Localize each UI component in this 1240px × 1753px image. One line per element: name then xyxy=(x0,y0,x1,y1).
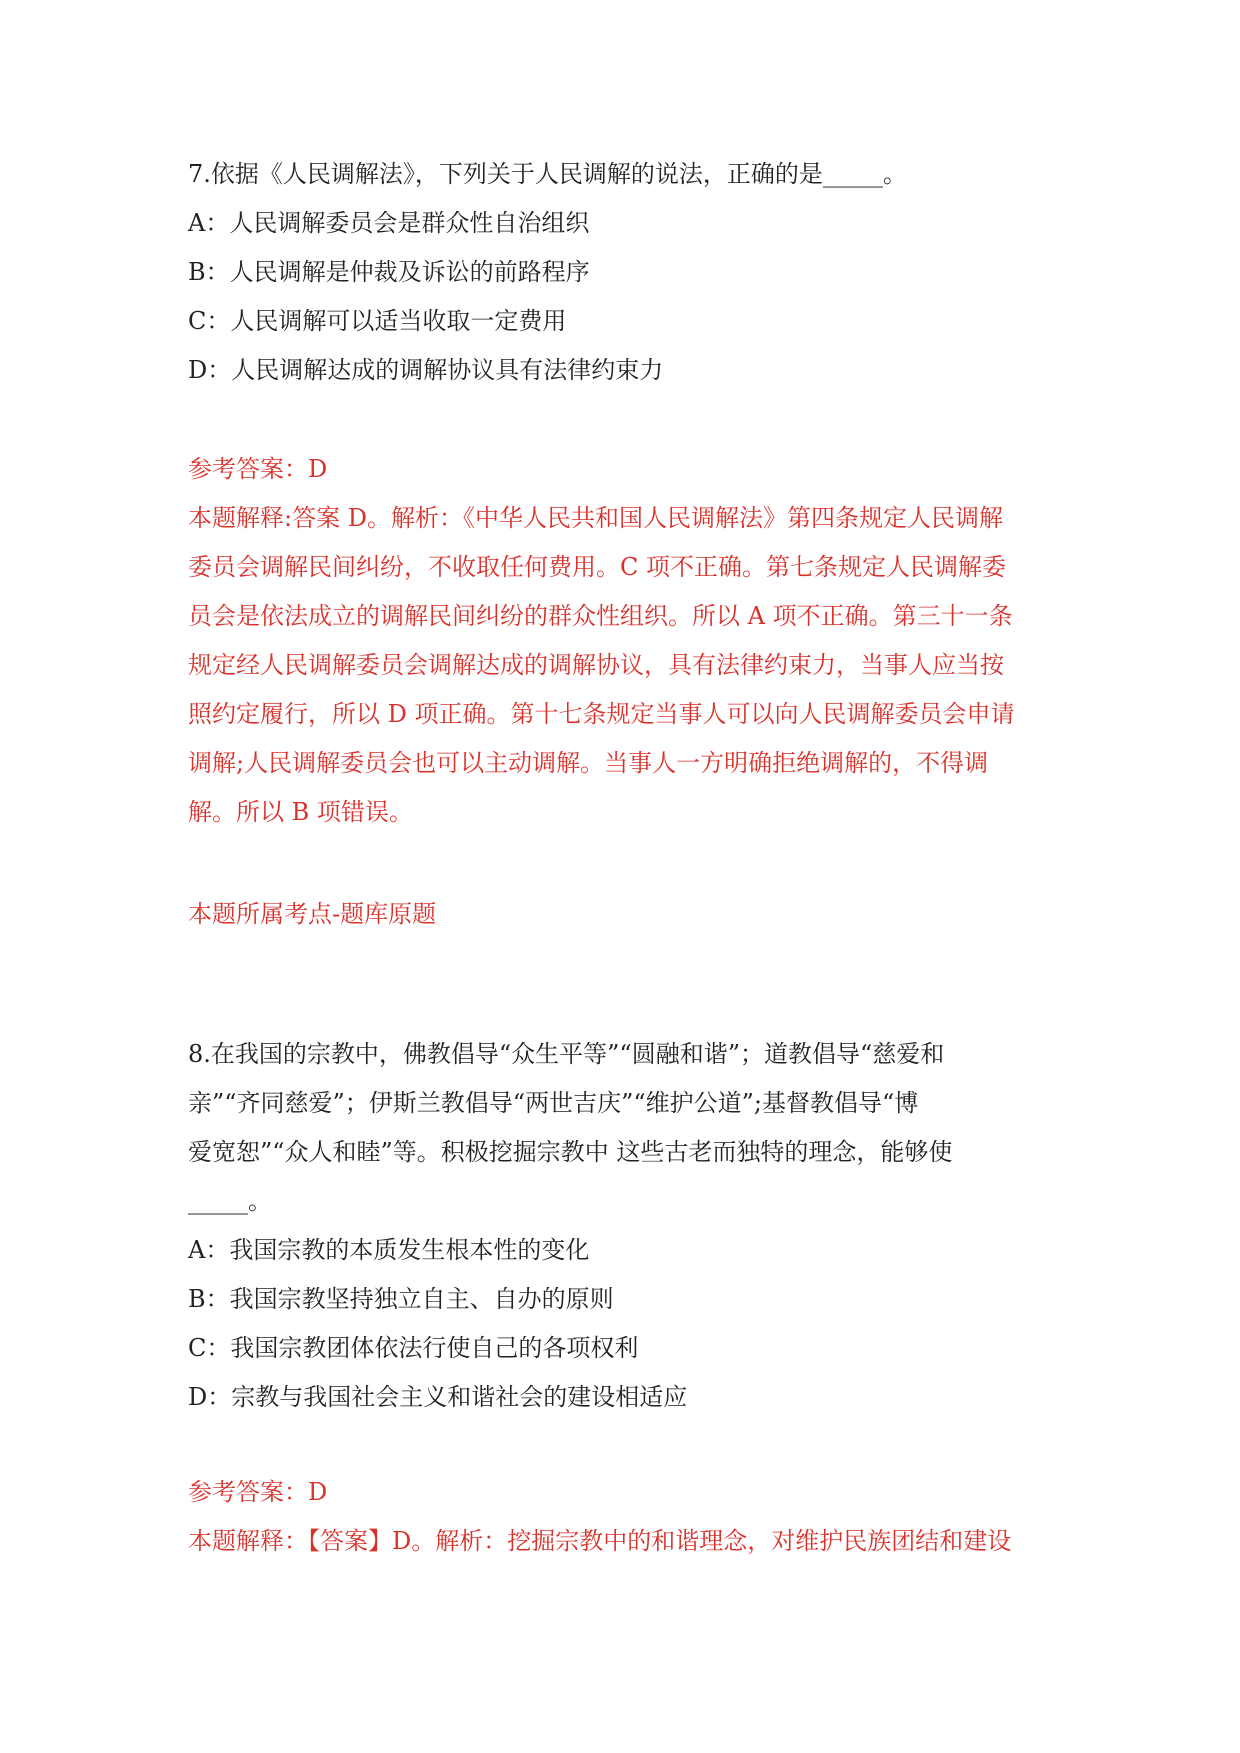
question-8-option-b: B：我国宗教坚持独立自主、自办的原则 xyxy=(188,1285,614,1313)
question-7-option-c: C：人民调解可以适当收取一定费用 xyxy=(188,307,567,335)
question-8-option-c: C：我国宗教团体依法行使自己的各项权利 xyxy=(188,1334,639,1362)
question-8-answer-section xyxy=(188,1468,1068,1566)
question-7-explanation-line: 调解;人民调解委员会也可以主动调解。当事人一方明确拒绝调解的，不得调 xyxy=(188,749,989,777)
question-7 xyxy=(188,150,1068,395)
question-8-option-d: D：宗教与我国社会主义和谐社会的建设相适应 xyxy=(188,1383,688,1411)
question-8-stem-line: 亲”“齐同慈爱”；伊斯兰教倡导“两世吉庆”“维护公道”;基督教倡导“博 xyxy=(188,1089,919,1117)
question-8-answer: 参考答案：D xyxy=(188,1478,328,1506)
question-8-stem-line: 爱宽恕”“众人和睦”等。积极挖掘宗教中 这些古老而独特的理念，能够使 xyxy=(188,1138,953,1166)
question-7-explanation-line: 本题解释:答案 D。解析：《中华人民共和国人民调解法》第四条规定人民调解 xyxy=(188,504,1003,532)
question-7-explanation-line: 委员会调解民间纠纷，不收取任何费用。C 项不正确。第七条规定人民调解委 xyxy=(188,553,1006,581)
question-7-option-b: B：人民调解是仲裁及诉讼的前路程序 xyxy=(188,258,590,286)
question-8-explanation-line: 本题解释：【答案】D。解析：挖掘宗教中的和谐理念，对维护民族团结和建设 xyxy=(188,1527,1012,1555)
question-8-stem-line: _____。 xyxy=(188,1187,272,1215)
question-7-explanation-line: 员会是依法成立的调解民间纠纷的群众性组织。所以 A 项不正确。第三十一条 xyxy=(188,602,1013,630)
question-7-explanation-line: 规定经人民调解委员会调解达成的调解协议，具有法律约束力，当事人应当按 xyxy=(188,651,1004,679)
question-7-stem: 7.依据《人民调解法》，下列关于人民调解的说法，正确的是_____。 xyxy=(188,160,907,188)
question-7-answer-section xyxy=(188,445,1068,837)
question-8-stem-line: 8.在我国的宗教中，佛教倡导“众生平等”“圆融和谐”；道教倡导“慈爱和 xyxy=(188,1040,945,1068)
question-7-option-a: A：人民调解委员会是群众性自治组织 xyxy=(188,209,590,237)
question-7-explanation-line: 照约定履行，所以 D 项正确。第十七条规定当事人可以向人民调解委员会申请 xyxy=(188,700,1015,728)
question-7-answer: 参考答案：D xyxy=(188,455,328,483)
question-7-topic-section xyxy=(188,890,1068,939)
question-8-option-a: A：我国宗教的本质发生根本性的变化 xyxy=(188,1236,590,1264)
question-7-topic: 本题所属考点-题库原题 xyxy=(188,900,437,928)
question-7-explanation-line: 解。所以 B 项错误。 xyxy=(188,798,413,826)
question-7-option-d: D：人民调解达成的调解协议具有法律约束力 xyxy=(188,356,664,384)
question-8 xyxy=(188,1030,1068,1422)
